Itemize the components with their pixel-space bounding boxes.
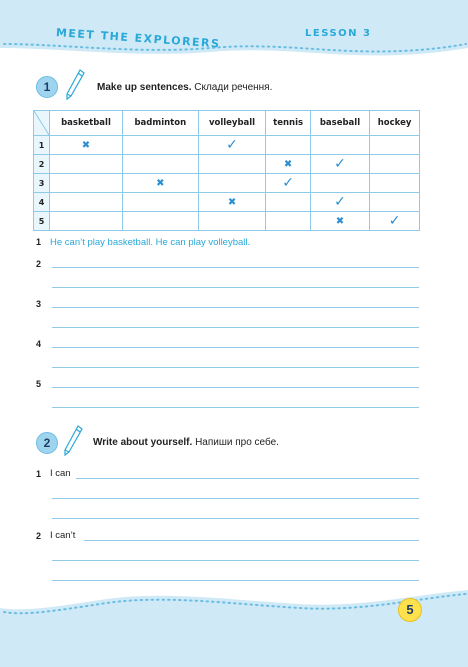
table-cell xyxy=(370,136,420,155)
tick-icon: ✓ xyxy=(334,156,346,172)
table-cell xyxy=(50,193,123,212)
table-cell xyxy=(370,174,420,193)
table-cell xyxy=(310,155,369,174)
column-header: baseball xyxy=(310,111,369,136)
table-cell xyxy=(50,136,123,155)
table-cell xyxy=(266,212,310,231)
task2-number-badge: 2 xyxy=(36,432,58,454)
table-row xyxy=(34,136,420,155)
sentence-prefix: I can’t xyxy=(50,530,76,541)
cross-icon: ✖ xyxy=(283,158,293,170)
column-header: hockey xyxy=(370,111,420,136)
cross-icon: ✖ xyxy=(227,196,237,208)
lesson-title: LESSON 3 xyxy=(305,28,372,39)
answer-number: 4 xyxy=(36,339,42,349)
sentence-prefix: I can xyxy=(50,468,71,479)
answer-line[interactable] xyxy=(52,287,419,288)
cross-icon: ✖ xyxy=(156,177,165,189)
sports-table xyxy=(33,110,420,231)
task2-title-bold: Write about yourself. xyxy=(93,437,193,448)
table-row xyxy=(34,155,420,174)
tick-icon: ✓ xyxy=(334,194,346,210)
answer-line[interactable] xyxy=(76,478,419,479)
row-number: 3 xyxy=(34,174,50,193)
table-cell xyxy=(198,212,266,231)
table-row xyxy=(34,174,420,193)
table-cell xyxy=(198,174,266,193)
table-cell xyxy=(122,212,198,231)
table-cell xyxy=(122,174,198,193)
answer-line[interactable] xyxy=(52,327,419,328)
column-header: volleyball xyxy=(198,111,266,136)
table-cell xyxy=(122,155,198,174)
column-header: badminton xyxy=(122,111,198,136)
table-row xyxy=(34,212,420,231)
table-cell xyxy=(122,193,198,212)
answer-line[interactable] xyxy=(52,560,419,561)
row-number: 1 xyxy=(34,136,50,155)
answer-number: 2 xyxy=(36,259,42,269)
example-text: He can’t play basketball. He can play volleyball. xyxy=(50,237,251,248)
table-row xyxy=(34,193,420,212)
cross-icon: ✖ xyxy=(335,215,345,227)
table-cell xyxy=(198,155,266,174)
answer-line[interactable] xyxy=(52,518,419,519)
page-number: 5 xyxy=(398,598,422,622)
table-cell xyxy=(266,136,310,155)
answer-line[interactable] xyxy=(52,347,419,348)
table-cell xyxy=(266,174,310,193)
example-number: 1 xyxy=(36,237,42,247)
answer-number: 2 xyxy=(36,531,42,541)
pencil-icon xyxy=(64,68,86,102)
pencil-icon xyxy=(62,424,84,458)
table-cell xyxy=(266,193,310,212)
table-cell xyxy=(310,193,369,212)
answer-line[interactable] xyxy=(52,407,419,408)
answer-line[interactable] xyxy=(84,540,419,541)
table-header-row xyxy=(34,111,420,136)
row-number: 2 xyxy=(34,155,50,174)
table-cell xyxy=(50,212,123,231)
table-cell xyxy=(310,174,369,193)
answer-line[interactable] xyxy=(52,267,419,268)
table-corner-cell xyxy=(34,111,50,136)
answer-line[interactable] xyxy=(52,580,419,581)
table-cell xyxy=(198,136,266,155)
tick-icon: ✓ xyxy=(388,213,401,229)
column-header: tennis xyxy=(266,111,310,136)
answer-number: 3 xyxy=(36,299,42,309)
row-number: 5 xyxy=(34,212,50,231)
table-cell xyxy=(310,136,369,155)
task1-title-native: Склади речення. xyxy=(194,82,273,93)
task1-number-badge: 1 xyxy=(36,76,58,98)
tick-icon: ✓ xyxy=(226,137,238,153)
tick-icon: ✓ xyxy=(282,175,294,191)
table-cell xyxy=(198,193,266,212)
answer-line[interactable] xyxy=(52,367,419,368)
answer-line[interactable] xyxy=(52,307,419,308)
answer-line[interactable] xyxy=(52,387,419,388)
task2-title-native: Напиши про себе. xyxy=(195,437,279,448)
column-header: basketball xyxy=(50,111,123,136)
cross-icon: ✖ xyxy=(81,139,91,151)
table-cell xyxy=(310,212,369,231)
example-sentence xyxy=(36,237,250,248)
answer-number: 5 xyxy=(36,379,42,389)
table-cell xyxy=(50,155,123,174)
task1-title-bold: Make up sentences. xyxy=(97,82,192,93)
task2-title xyxy=(93,437,279,448)
table-cell xyxy=(266,155,310,174)
table-cell xyxy=(370,193,420,212)
series-title: MEET THE EXPLORERS xyxy=(55,26,221,51)
answer-number: 1 xyxy=(36,469,42,479)
table-cell xyxy=(122,136,198,155)
answer-line[interactable] xyxy=(52,498,419,499)
table-cell xyxy=(370,212,420,231)
table-cell xyxy=(50,174,123,193)
row-number: 4 xyxy=(34,193,50,212)
table-cell xyxy=(370,155,420,174)
task1-title xyxy=(97,82,272,93)
